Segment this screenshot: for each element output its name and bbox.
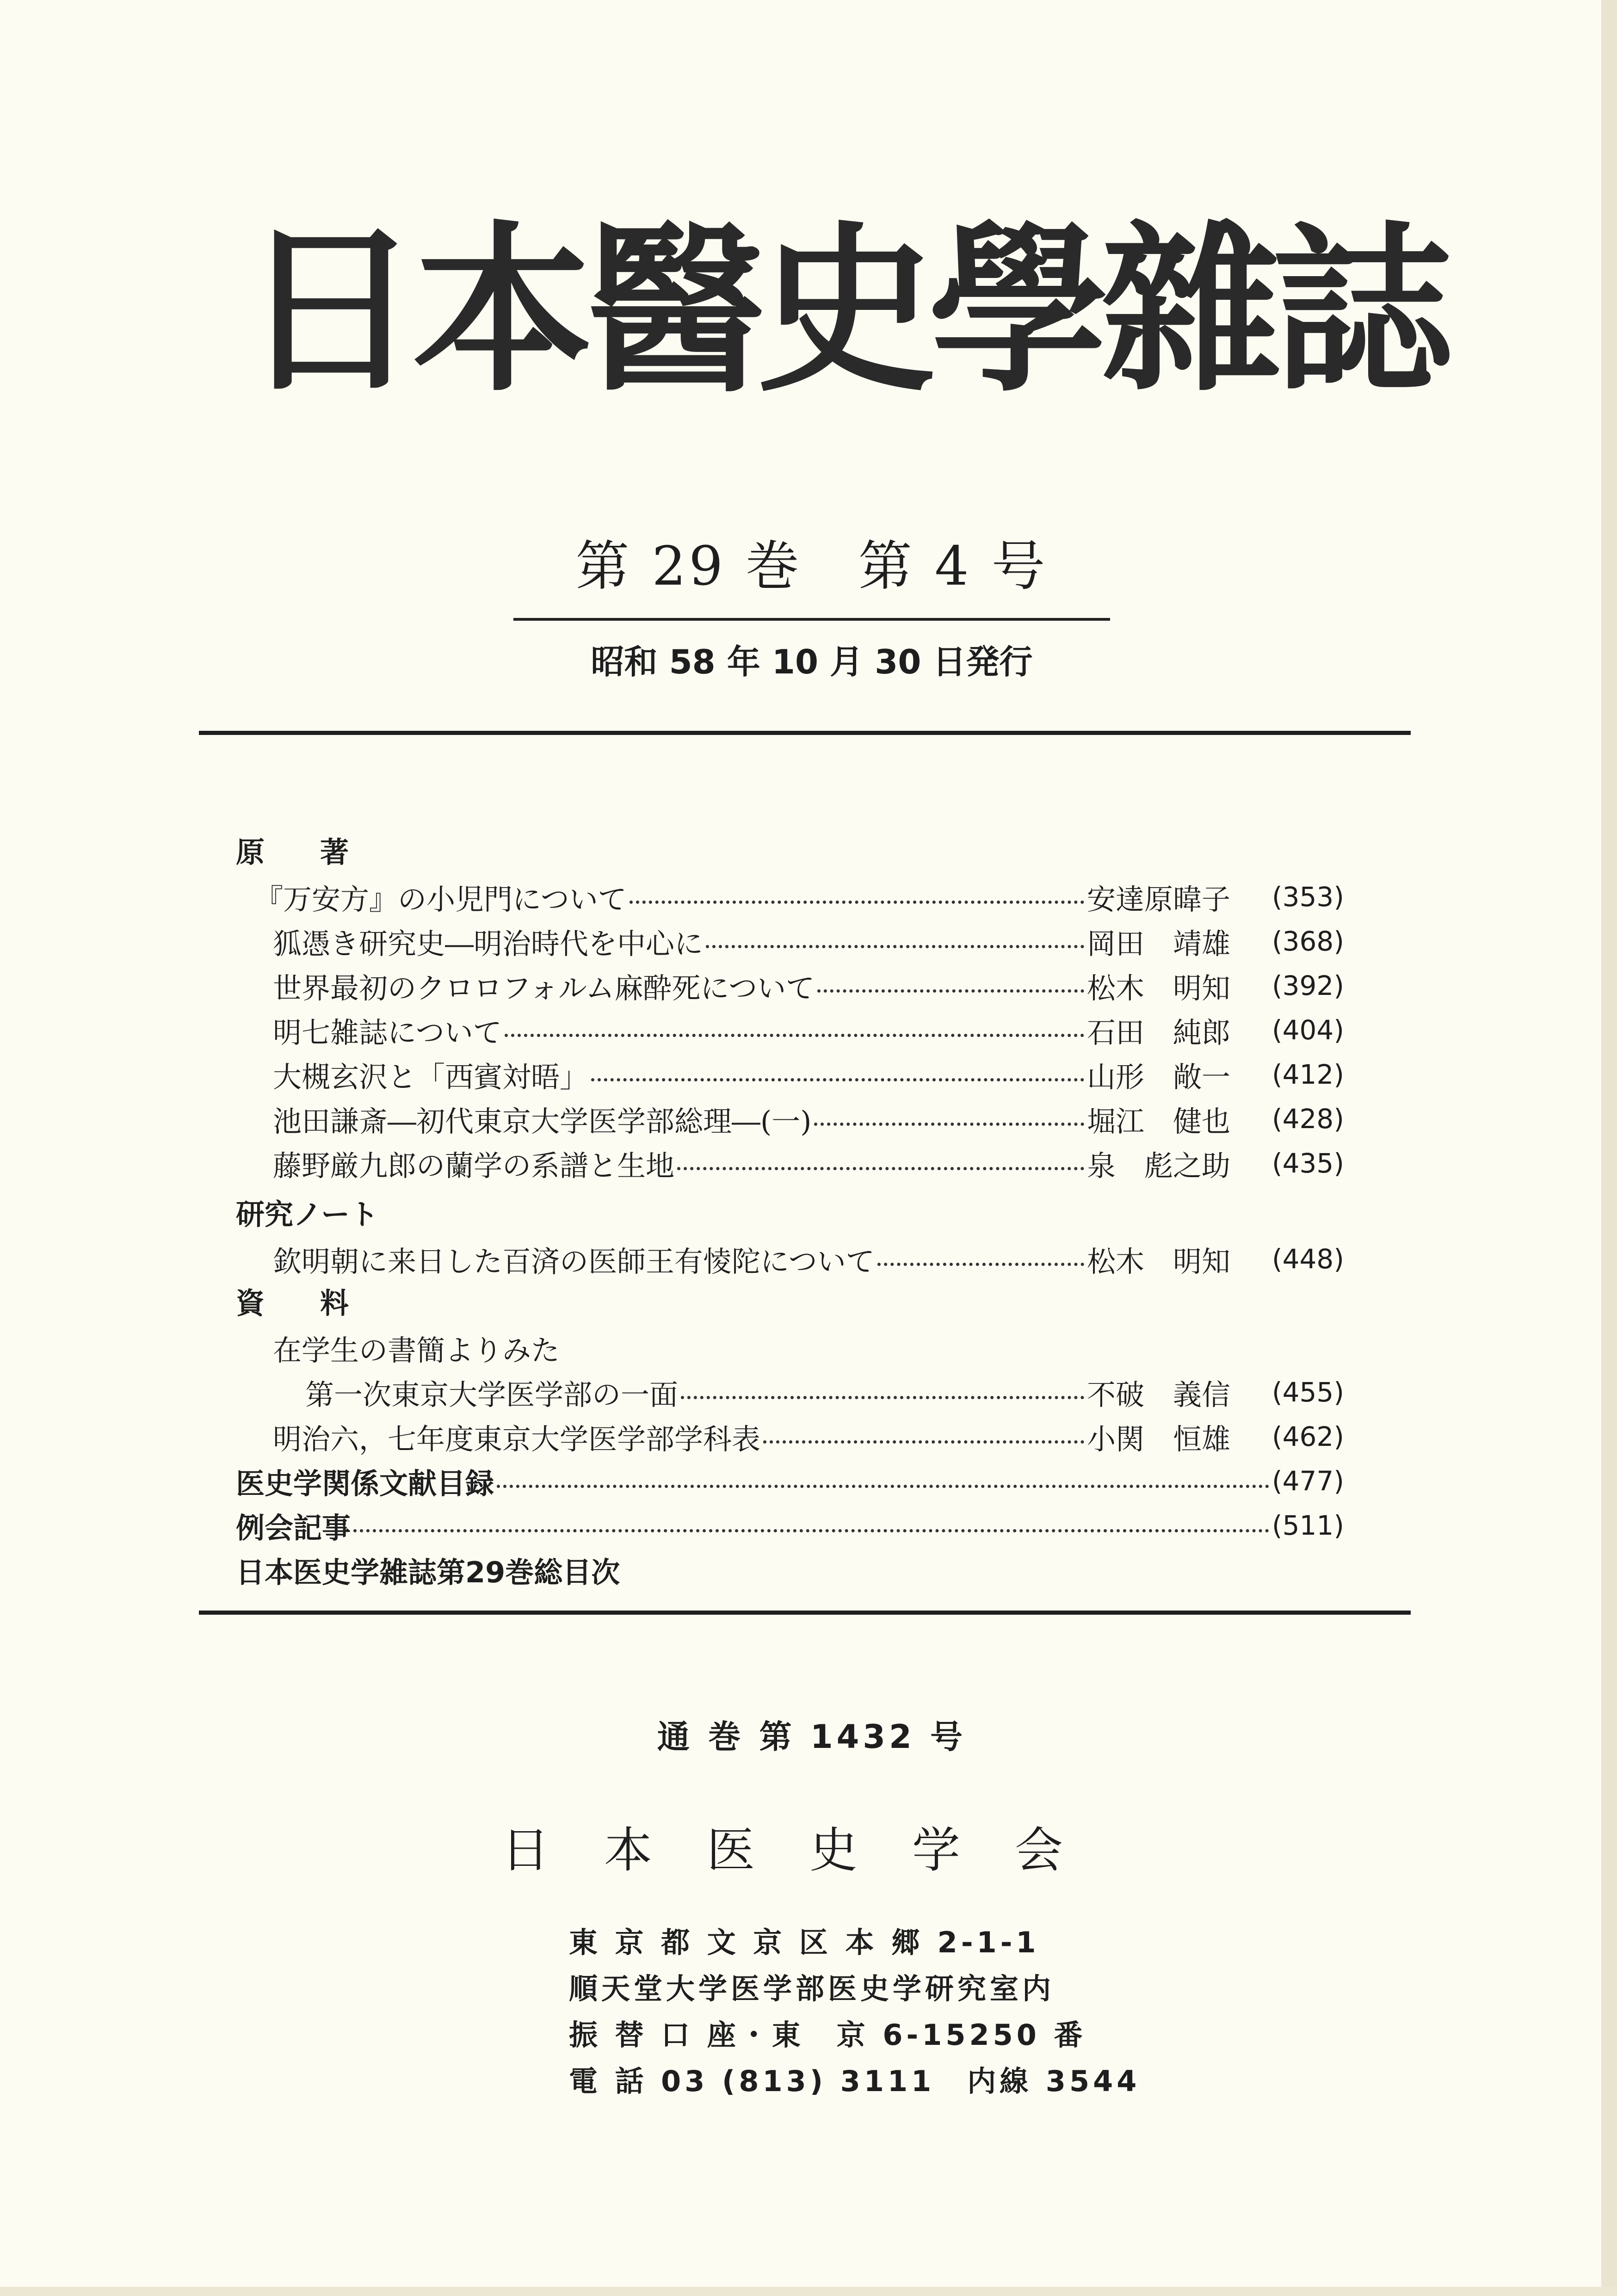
volume-issue: 第 29 巻 第 4 号 (575, 535, 1048, 598)
toc-entry[interactable] (236, 1548, 1378, 1592)
publish-date: 昭和 58 年 10 月 30 日発行 (591, 642, 1033, 681)
page-edge-bottom (0, 2287, 1617, 2296)
entry-page: (428) (1272, 1103, 1344, 1135)
leader-dots (353, 1529, 1269, 1532)
phone-line: 電 話 03 (813) 3111 内線 3544 (569, 2064, 1141, 2098)
entry-title: 世界最初のクロロフォルム麻酔死について (273, 971, 815, 1005)
society-name: 日本医史学会 (501, 1822, 1117, 1878)
entry-title: 例会記事 (236, 1511, 351, 1545)
entry-title: 明治六，七年度東京大学医学部学科表 (273, 1422, 761, 1456)
entry-title: 第一次東京大学医学部の一面 (305, 1377, 679, 1412)
entry-title: 日本医史学雑誌第29巻総目次 (236, 1555, 620, 1589)
entry-author: 岡田 靖雄 (1087, 926, 1231, 961)
leader-dots (681, 1396, 1084, 1399)
toc-entry[interactable] (236, 1459, 1378, 1503)
toc-entry[interactable] (236, 1503, 1378, 1548)
entry-author: 泉 彪之助 (1087, 1148, 1231, 1183)
section-materials-label: 資料 (236, 1286, 405, 1320)
toc-entry[interactable] (236, 1414, 1378, 1459)
toc-entry[interactable] (236, 1237, 1378, 1281)
entry-page: (511) (1272, 1510, 1344, 1541)
toc-entry[interactable] (236, 1370, 1378, 1414)
address-line: 東 京 都 文 京 区 本 郷 2-1-1 (569, 1926, 1040, 1959)
leader-dots (763, 1440, 1084, 1444)
entry-author: 小関 恒雄 (1087, 1422, 1231, 1456)
entry-author: 堀江 健也 (1087, 1104, 1231, 1138)
leader-dots (817, 989, 1084, 993)
entry-author: 不破 義信 (1087, 1377, 1231, 1412)
entry-page: (404) (1272, 1014, 1344, 1046)
entry-author: 石田 純郎 (1087, 1015, 1231, 1049)
entry-author: 松木 明知 (1087, 1244, 1231, 1278)
entry-page: (477) (1272, 1465, 1344, 1497)
address-line: 順天堂大学医学部医史学研究室内 (569, 1972, 1055, 2006)
toc-section-heading (236, 830, 1378, 875)
section-notes-label: 研究ノート (236, 1197, 379, 1231)
entry-author: 山形 敞一 (1087, 1060, 1231, 1094)
entry-author: 安達原暐子 (1087, 882, 1231, 916)
toc-section-heading (236, 1281, 1378, 1326)
toc-entry[interactable] (236, 1097, 1378, 1141)
leader-dots (706, 945, 1084, 948)
entry-page: (368) (1272, 926, 1344, 957)
entry-title: 明七雑誌について (273, 1015, 502, 1049)
leader-dots (505, 1034, 1084, 1037)
entry-page: (455) (1272, 1376, 1344, 1408)
leader-dots (677, 1167, 1084, 1170)
leader-dots (814, 1123, 1084, 1126)
journal-title: 日本醫史學雜誌 (241, 204, 1445, 416)
entry-title: 医史学関係文献目録 (236, 1466, 494, 1500)
entry-page: (462) (1272, 1421, 1344, 1452)
section-original-label: 原著 (236, 835, 405, 869)
entry-page: (435) (1272, 1148, 1344, 1179)
page-edge-right (1601, 0, 1617, 2296)
entry-title: 狐憑き研究史―明治時代を中心に (273, 926, 704, 961)
toc-entry[interactable] (236, 1141, 1378, 1185)
entry-page: (448) (1272, 1243, 1344, 1275)
toc-entry[interactable] (236, 1052, 1378, 1097)
entry-author: 松木 明知 (1087, 971, 1231, 1005)
entry-title: 池田謙斎―初代東京大学医学部総理―(一) (273, 1104, 812, 1138)
toc-entry[interactable] (236, 1326, 1378, 1370)
toc-entry[interactable] (236, 963, 1378, 1008)
leader-dots (877, 1263, 1084, 1266)
serial-number: 通 巻 第 1432 号 (657, 1718, 967, 1756)
toc-entry[interactable] (236, 1008, 1378, 1052)
entry-page: (392) (1272, 970, 1344, 1001)
entry-title: 在学生の書簡よりみた (273, 1333, 560, 1367)
leader-dots (591, 1078, 1084, 1081)
leader-dots (630, 901, 1084, 904)
toc-section-heading (236, 1192, 1378, 1237)
leader-dots (497, 1485, 1269, 1488)
toc-entry[interactable] (236, 875, 1378, 919)
entry-title: 大槻玄沢と「西賓対晤」 (273, 1060, 589, 1094)
toc-entry[interactable] (236, 919, 1378, 963)
entry-page: (353) (1272, 881, 1344, 913)
entry-title: 欽明朝に来日した百済の医師王有㥄陀について (273, 1244, 875, 1278)
top-rule (199, 731, 1411, 735)
transfer-account-line: 振 替 口 座・東 京 6-15250 番 (569, 2018, 1086, 2052)
entry-title: 『万安方』の小児門について (254, 882, 627, 916)
volume-underline (513, 618, 1110, 621)
bottom-rule (199, 1611, 1411, 1615)
entry-page: (412) (1272, 1059, 1344, 1090)
entry-title: 藤野厳九郎の蘭学の系譜と生地 (273, 1148, 675, 1183)
